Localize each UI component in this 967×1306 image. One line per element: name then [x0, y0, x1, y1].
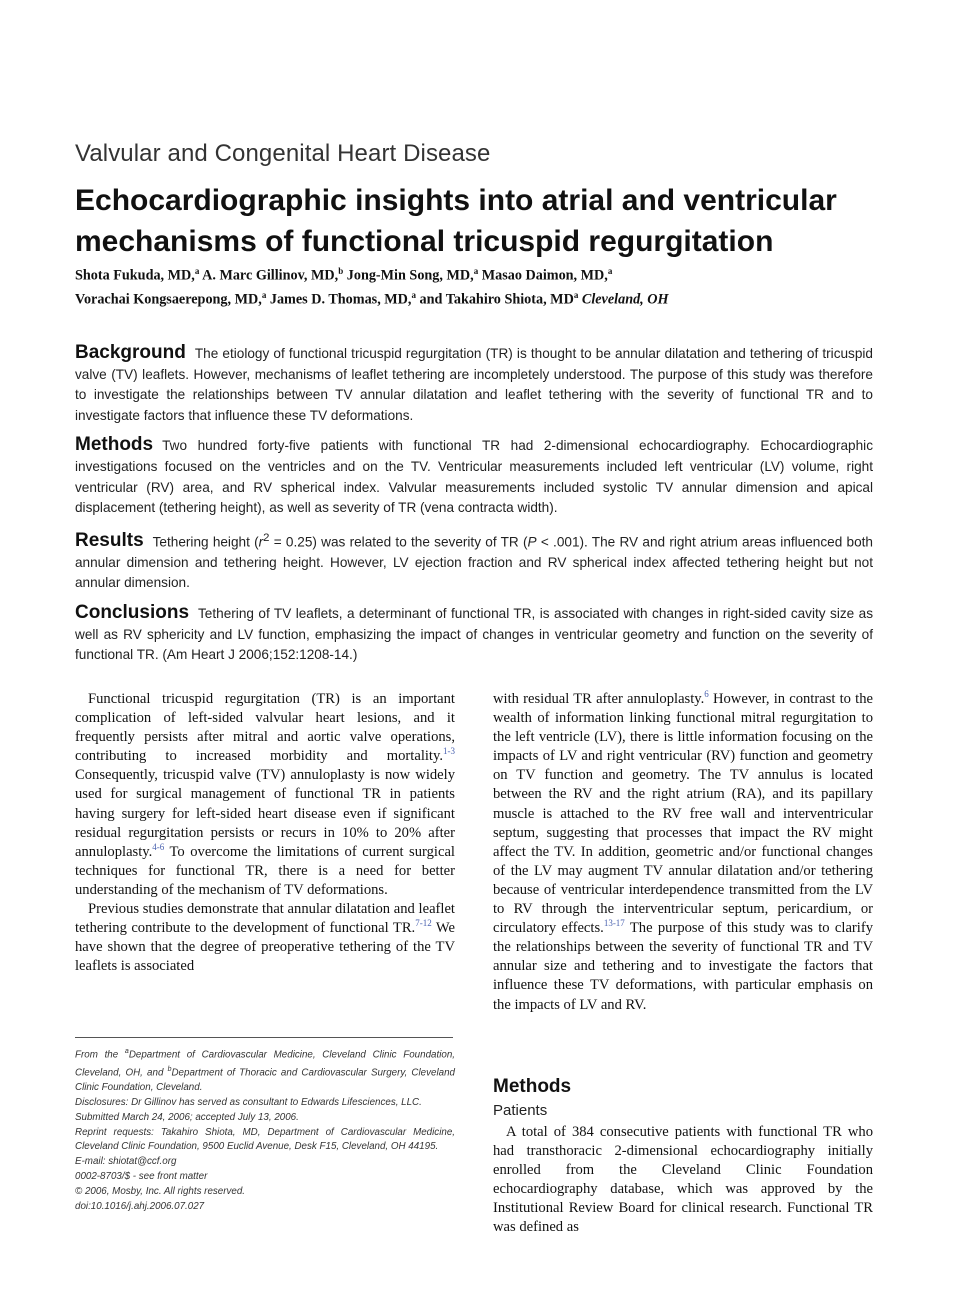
stat-symbol: r: [258, 534, 264, 550]
abstract-methods: [75, 435, 873, 518]
footnote-affiliations: [75, 1045, 455, 1096]
author-list: [75, 262, 895, 310]
section-label: Valvular and Congenital Heart Disease: [75, 140, 491, 167]
body-text: Consequently, tricuspid valve (TV) annuloplasty is now widely used for surgical management of functional TR in patients having surgery for left-sided heart disease even if significant residual regurgitation persists or recurs in 10% to 20% after annuloplasty.: [75, 767, 455, 860]
abstract-text: = 0.25) was related to the severity of TR (: [269, 534, 528, 550]
abstract-text: Tethering height (: [152, 534, 259, 550]
abstract-text: < .001). The RV and right atrium areas influenced both annular dimension and tethering height. However, LV ejection fraction and RV spherical index affected tethering height but not annular dimension.: [75, 534, 873, 591]
body-text: Previous studies demonstrate that annular dilatation and leaflet tethering contribute to the development of functional TR.: [75, 901, 455, 937]
abstract-text: The etiology of functional tricuspid regurgitation (TR) is thought to be annular dilatation and tethering of tricuspid valve (TV) leaflets. However, mechanisms of leaflet tethering are incompletely understood. The purpose of this study was therefore to investigate the relationships between TV annular dilatation and leaflet tethering with the severity of functional TR and to investigate factors that influence these TV deformations.: [75, 346, 873, 423]
body-text: with residual TR after annuloplasty.: [493, 691, 705, 707]
author-name[interactable]: Jong-Min Song, MD,: [346, 267, 474, 284]
author-name[interactable]: Vorachai Kongsaerepong, MD,: [75, 291, 262, 308]
affiliation-marker: b: [167, 1066, 172, 1074]
reference-link[interactable]: 4-6: [152, 841, 165, 852]
affiliation-marker: a: [124, 1048, 129, 1055]
body-text: However, in contrast to the wealth of information linking functional mitral regurgitation to the left ventricle (LV), there is little information focusing on the impacts of LV and right ventricular (RV) function and geometry on TV function and geometry. The TV annulus is located between the RV and the right atrium (RA), and its papillary muscle is attached to the RV free wall and interventricular septum, suggesting that processes that impact the RV might affect the TV. In addition, geometric and/or functional changes of the LV may augment TV annular dilatation and/or tethering because of ventricular interdependence transmitted from the LV to RV through the interventricular septum, pericardium, or circulatory effects.: [493, 691, 873, 937]
superscript: 2: [263, 531, 270, 544]
reference-link[interactable]: 13-17: [603, 918, 625, 929]
affiliation-marker: b: [338, 266, 344, 276]
abstract-heading: Methods: [75, 434, 154, 456]
abstract: [75, 343, 873, 675]
body-paragraph: [493, 690, 873, 1015]
footnote-reprint: Reprint requests: Takahiro Shiota, MD, Department of Cardiovascular Medicine, Cleveland Clinic Foundation, 9500 Euclid Avenue, Desk F15, Cleveland, OH 44195.: [75, 1126, 455, 1153]
body-paragraph: [75, 900, 455, 976]
footnote-text: Department of Cardiovascular Medicine, Cleveland Clinic Foundation, Cleveland, OH, and: [75, 1049, 455, 1079]
author-name[interactable]: Shota Fukuda, MD,: [75, 267, 195, 284]
footnote-disclosures: Disclosures: Dr Gillinov has served as consultant to Edwards Lifesciences, LLC.: [75, 1096, 422, 1108]
author-name[interactable]: and Takahiro Shiota, MD: [419, 291, 574, 308]
affiliation-marker: a: [411, 290, 416, 301]
abstract-results: [75, 528, 873, 594]
abstract-text: Two hundred forty-five patients with functional TR had 2-dimensional echocardiography. Echocardiographic investigations focused on the ventricles and on the TV. Ventricular measurements included left ventricular (LV) volume, right ventricular (RV) area, and RV spherical index. Valvular measurements included systolic TV annular dimension and apical displacement (tethering height), as well as severity of TR (vena contracta width).: [75, 438, 873, 516]
footnote-text: Department of Thoracic and Cardiovascular Surgery, Cleveland Clinic Foundation, Cleveland.: [75, 1067, 455, 1094]
body-paragraph: A total of 384 consecutive patients with functional TR who had transthoracic 2-dimensional echocardiography initially enrolled from the Cleveland Clinic Foundation echocardiography database, which was approved by the Institutional Review Board for clinical research. Functional TR was defined as: [493, 1124, 873, 1236]
footnote-doi[interactable]: doi:10.1016/j.ahj.2006.07.027: [75, 1200, 205, 1212]
footnote-submitted: Submitted March 24, 2006; accepted July 13, 2006.: [75, 1111, 299, 1123]
methods-column: [493, 1123, 873, 1238]
body-text: We have shown that the degree of preoperative tethering of the TV leaflets is associated: [75, 920, 455, 975]
author-name[interactable]: A. Marc Gillinov, MD,: [202, 267, 339, 284]
body-text: Functional tricuspid regurgitation (TR) is an important complication of left-sided valvular heart lesions, and it frequently persists after mitral and aortic valve operations, contributing to increased morbidity and mortality.: [75, 691, 455, 765]
affiliation-marker: a: [573, 290, 579, 301]
reference-link[interactable]: 7-12: [415, 918, 432, 929]
affiliation-marker: a: [194, 266, 200, 276]
article-title: Echocardiographic insights into atrial and ventricular mechanisms of functional tricuspid regurgitation: [75, 184, 837, 258]
footnote-issn: 0002-8703/$ - see front matter: [75, 1170, 208, 1182]
subsection-heading-patients: Patients: [493, 1102, 548, 1119]
author-name[interactable]: James D. Thomas, MD,: [269, 291, 412, 308]
reference-link[interactable]: 1-3: [443, 746, 455, 757]
body-text: To overcome the limitations of current surgical techniques for functional TR, there is a need for better understanding of the mechanism of TV deformations.: [75, 843, 455, 898]
body-column-right: [493, 690, 873, 1015]
footnote-email[interactable]: E-mail: shiotat@ccf.org: [75, 1156, 177, 1168]
footnote-text: From the: [75, 1049, 125, 1061]
affiliation-marker: a: [261, 290, 267, 301]
affiliation-marker: a: [473, 266, 479, 276]
reference-link[interactable]: 6: [704, 689, 709, 700]
affiliation-marker: a: [607, 266, 613, 276]
body-column-left: [75, 690, 455, 976]
author-name[interactable]: Masao Daimon, MD,: [481, 267, 608, 284]
author-location: Cleveland, OH: [581, 291, 669, 308]
abstract-background: [75, 343, 873, 426]
abstract-heading: Conclusions: [75, 602, 190, 624]
footnote-divider: [75, 1037, 453, 1038]
footnotes: [75, 1045, 455, 1214]
stat-symbol: P: [527, 534, 537, 550]
body-paragraph: [75, 690, 455, 900]
abstract-heading: Results: [75, 530, 144, 552]
body-text: The purpose of this study was to clarify the relationships between the severity of functional TR and TV annular size and tethering and to investigate the factors that influence these TV deformations, with particular emphasis on the impacts of LV and RV.: [493, 920, 873, 1013]
abstract-conclusions: [75, 603, 873, 666]
abstract-text: Tethering of TV leaflets, a determinant of functional TR, is associated with changes in right-sided cavity size as well as RV sphericity and LV function, emphasizing the impact of changes in ventricular geometry and function on the severity of functional TR. (Am Heart J 2006;152:1208-14.): [75, 606, 873, 663]
section-heading-methods: Methods: [493, 1076, 572, 1097]
footnote-copyright: © 2006, Mosby, Inc. All rights reserved.: [75, 1185, 246, 1197]
abstract-heading: Background: [75, 342, 186, 363]
